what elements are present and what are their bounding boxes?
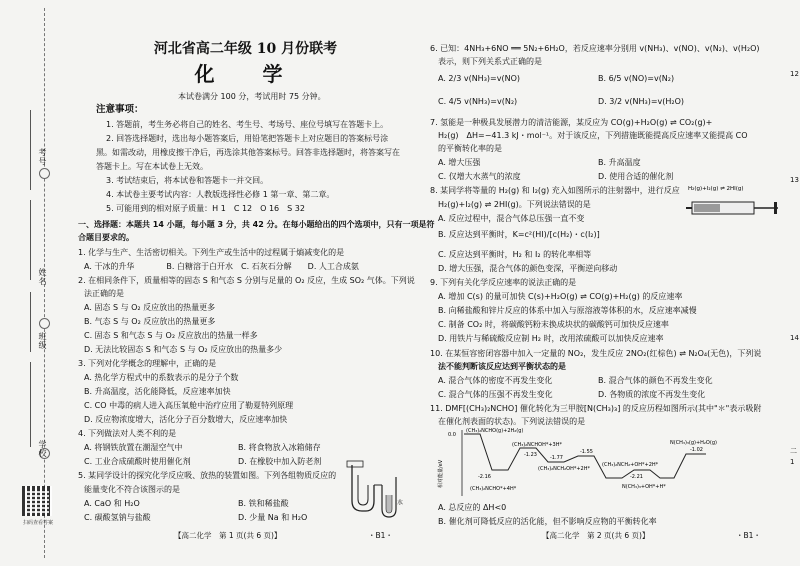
species-label: (CH₃)₂NCHOH*+3H* <box>512 442 562 448</box>
question-option: D. 3/2 v(NH₃)=v(H₂O) <box>598 97 685 106</box>
question-option: D. 各物质的浓度不再发生变化 <box>598 390 706 399</box>
question-line: 表示，则下列关系式正确的是 <box>438 57 542 66</box>
page-2 <box>430 0 786 566</box>
question-option: B. 向稀盐酸和锌片反应的体系中加入与原溶液等体积的水，反应速率减慢 <box>438 306 697 315</box>
notice-line: 1. 答题前，考生务必将自己的姓名、考生号、考场号、座位号填写在答题卡上。 <box>106 120 389 129</box>
question-option: D. 反应物浓度增大，活化分子百分数增大，反应速率加快 <box>84 415 288 424</box>
exam-title: 河北省高二年级 10 月份联考 <box>153 41 338 57</box>
question-option: B. 催化剂可降低反应的活化能，但不影响反应物的平衡转化率 <box>438 517 657 526</box>
question-option: A. 混合气体的密度不再发生变化 <box>438 376 553 385</box>
energy-diagram <box>434 426 746 500</box>
question-line: 法不能判断该反应达到平衡状态的是 <box>438 362 566 371</box>
question-option: D. 在橡胶中加入防老剂 <box>238 457 322 466</box>
question-option: A. 总反应的 ΔH<0 <box>438 503 507 512</box>
question-line: 9. 下列有关化学反应速率的说法正确的是 <box>430 278 577 287</box>
species-label: (CH₃)₂NCH₂OH*+2H* <box>538 466 590 472</box>
edge-mark: 12 <box>790 70 799 78</box>
page-footer: 【高二化学 第 1 页(共 6 页)】 <box>174 531 282 540</box>
label-xingming: 姓名 <box>38 268 47 286</box>
question-line: 6. 已知：4NH₃+6NO ══ 5N₂+6H₂O，若反应速率分别用 v(NH₃)、v(NO)、v(N₂)、v(H₂O) <box>430 44 760 53</box>
blank-line <box>30 200 31 280</box>
question-line: 法正确的是 <box>84 289 124 298</box>
question-option: C. 混合气体的压强不再发生变化 <box>438 390 553 399</box>
syringe-figure <box>686 180 782 226</box>
question-option: C. 制备 CO₂ 时，将碳酸钙粉末换成块状的碳酸钙可加快反应速率 <box>438 320 669 329</box>
page-code: ・B1・ <box>736 531 761 540</box>
notice-line: 4. 本试卷主要考试内容：人教版选择性必修 1 第一章、第二章。 <box>106 190 335 199</box>
question-line: 8. 某同学将等量的 H₂(g) 和 I₂(g) 充入如图所示的注射器中，进行反应 <box>430 186 680 195</box>
question-line: 的平衡转化率的是 <box>438 144 502 153</box>
question-option: A. 热化学方程式中的系数表示的是分子个数 <box>84 373 239 382</box>
exam-meta: 本试卷满分 100 分，考试用时 75 分钟。 <box>178 92 326 101</box>
question-option: C. 反应达到平衡时，H₂ 和 I₂ 的转化率相等 <box>438 250 592 259</box>
y-tick: 0.0 <box>448 432 456 438</box>
qr-caption: 扫码查看答案 <box>22 520 53 526</box>
question-line: 1. 化学与生产、生活密切相关。下列生产或生活中的过程属于熵减变化的是 <box>78 248 345 257</box>
question-line: 5. 某同学设计的探究化学反应吸、放热的装置如图。下列各组物质反应的 <box>78 471 337 480</box>
question-option: B. 升高温度 <box>598 158 641 167</box>
energy-value: -1.02 <box>690 447 703 453</box>
section-heading: 合题目要求的。 <box>78 233 134 242</box>
label-kaohao: 考号 <box>38 148 47 166</box>
exam-subject: 化 学 <box>194 62 297 86</box>
question-option: D. 使用合适的催化剂 <box>598 172 674 181</box>
blank-line <box>30 110 31 190</box>
question-option: D. 用铁片与稀硫酸反应制 H₂ 时，改用浓硫酸可以加快反应速率 <box>438 334 664 343</box>
question-option: C. CO 中毒的病人进入高压氧舱中治疗应用了勒夏特列原理 <box>84 401 294 410</box>
edge-mark: 13 <box>790 176 799 184</box>
species-label: N(CH₃)₃+OH*+H* <box>622 484 666 490</box>
edge-mark: 14 <box>790 334 799 342</box>
question-option: C. 固态 S 和气态 S 与 O₂ 反应放出的热量一样多 <box>84 331 258 340</box>
question-line: 3. 下列对化学概念的理解中，正确的是 <box>78 359 217 368</box>
question-option: A. 增大压强 <box>438 158 481 167</box>
question-option: B. 6/5 v(NO)=v(N₂) <box>598 74 675 83</box>
label-xuexiao: 学校 <box>38 440 47 458</box>
question-option: C. 仅增大水蒸气的浓度 <box>438 172 521 181</box>
energy-value: -2.21 <box>630 474 643 480</box>
page-footer: 【高二化学 第 2 页(共 6 页)】 <box>542 531 650 540</box>
notice-heading: 注意事项： <box>96 104 144 115</box>
binding-strip <box>0 0 58 566</box>
question-line: 能量变化不符合该图示的是 <box>84 485 180 494</box>
question-option: A. 固态 S 与 O₂ 反应放出的热量更多 <box>84 303 216 312</box>
species-label: N(CH₃)₃(g)+H₂O(g) <box>670 440 717 446</box>
question-option: C. 碳酸氢钠与盐酸 <box>84 513 151 522</box>
question-option: B. 反应达到平衡时，K=c²(HI)/[c(H₂)・c(I₂)] <box>438 230 600 239</box>
notice-line: 3. 考试结束后，将本试卷和答题卡一并交回。 <box>106 176 269 185</box>
notice-line: 黑。如需改动，用橡皮擦干净后，再选涂其他答案标号。回答非选择题时，将答案写在 <box>96 148 400 157</box>
question-option: D. 增大压强，混合气体的颜色变深，平衡逆向移动 <box>438 264 618 273</box>
y-axis-label: 相对能量/eV <box>438 459 444 488</box>
binding-hole <box>39 318 50 329</box>
question-option: A. 2/3 v(NH₃)=v(NO) <box>438 74 520 83</box>
question-line: 10. 在某恒容密闭容器中加入一定量的 NO₂，发生反应 2NO₂(红棕色) ⇌ N₂O₄(无色)，下列说 <box>430 349 762 358</box>
question-line: 4. 下列做法对人类不利的是 <box>78 429 177 438</box>
notice-line: 答题卡上。写在本试卷上无效。 <box>96 162 208 171</box>
question-line: H₂(g) ΔH=−41.3 kJ・mol⁻¹。对于该反应，下列措施既能提高反应速率又能提高 CO <box>438 131 748 140</box>
question-option: A. 反应过程中，混合气体总压强一直不变 <box>438 214 585 223</box>
syringe-label: H₂(g)+I₂(g) ⇌ 2HI(g) <box>688 186 744 192</box>
question-option: C. 4/5 v(NH₃)=v(N₂) <box>438 97 518 106</box>
question-option: B. 升高温度，活化能降低，反应速率加快 <box>84 387 231 396</box>
question-option: B. 混合气体的颜色不再发生变化 <box>598 376 713 385</box>
apparatus-figure <box>344 455 408 521</box>
question-line: 2. 在相同条件下，质量相等的固态 S 和气态 S 分别与足量的 O₂ 反应，生成 SO₂ 气体。下列说 <box>78 276 415 285</box>
page-1 <box>78 0 435 566</box>
energy-value: -1.77 <box>550 455 563 461</box>
blank-line <box>30 362 31 447</box>
species-label: (CH₃)₂NCHO*+4H* <box>470 486 517 492</box>
figure-label-water: 水 <box>395 499 403 505</box>
question-option: B. 将食物放入冰箱储存 <box>238 443 321 452</box>
edge-mark: 二 <box>790 447 797 455</box>
species-label: (CH₃)₂NCH₂+OH*+2H* <box>602 462 659 468</box>
blank-line <box>30 292 31 352</box>
question-option: A. 将钢铁放置在潮湿空气中 <box>84 443 183 452</box>
energy-value: -1.55 <box>580 449 593 455</box>
question-option: A. 增加 C(s) 的量可加快 C(s)+H₂O(g) ⇌ CO(g)+H₂(g) 的反应速率 <box>438 292 683 301</box>
edge-mark: 1 <box>790 458 795 466</box>
question-option: A. 干冰的升华 B. 白糖溶于白开水 C. 石灰石分解 D. 人工合成氨 <box>84 262 359 271</box>
label-banji: 班级 <box>38 332 47 350</box>
question-line: 在催化剂表面的状态)。下列说法错误的是 <box>438 417 586 426</box>
question-option: D. 少量 Na 和 H₂O <box>238 513 308 522</box>
question-option: C. 工业合成硫酸时使用催化剂 <box>84 457 191 466</box>
section-heading: 一、选择题：本题共 14 小题，每小题 3 分，共 42 分。在每小题给出的四个选项中，只有一项是符 <box>78 220 435 229</box>
question-option: B. 气态 S 与 O₂ 反应放出的热量更多 <box>84 317 216 326</box>
question-line: 7. 氢能是一种极具发展潜力的清洁能源，某反应为 CO(g)+H₂O(g) ⇌ CO₂(g)+ <box>430 118 713 127</box>
notice-line: 2. 回答选择题时，选出每小题答案后，用铅笔把答题卡上对应题目的答案标号涂 <box>106 134 389 143</box>
energy-value: -1.23 <box>524 452 537 458</box>
question-option: B. 铁和稀盐酸 <box>238 499 289 508</box>
question-option: D. 无法比较固态 S 和气态 S 与 O₂ 反应放出的热量多少 <box>84 345 283 354</box>
binding-hole <box>39 168 50 179</box>
question-line: 11. DMF[(CH₃)₂NCHO] 催化转化为三甲胺[N(CH₃)₃] 的反应历程如图所示(其中"＊"表示吸附 <box>430 404 762 413</box>
qr-code[interactable] <box>22 486 52 516</box>
energy-value: -2.16 <box>478 474 491 480</box>
question-option: A. CaO 和 H₂O <box>84 499 140 508</box>
page-code: ・B1・ <box>368 531 393 540</box>
question-line: H₂(g)+I₂(g) ⇌ 2HI(g)。下列说法错误的是 <box>438 200 591 209</box>
species-label: (CH₃)₂NCHO(g)+2H₂(g) <box>466 428 524 434</box>
notice-line: 5. 可能用到的相对原子质量：H 1 C 12 O 16 S 32 <box>106 204 305 213</box>
